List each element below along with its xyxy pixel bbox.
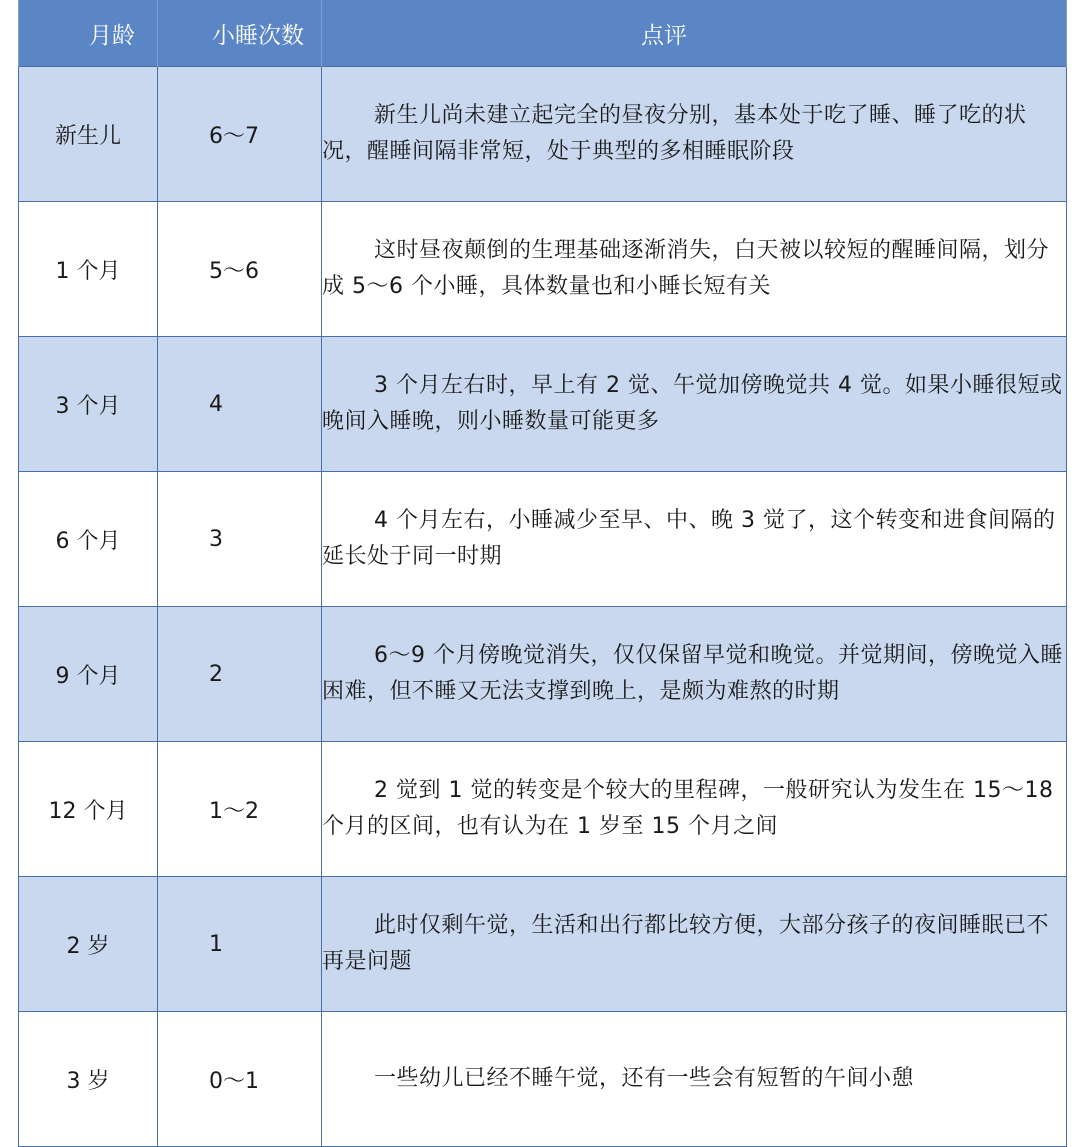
comment-cell: [322, 337, 1067, 472]
age-cell: 3 个月: [19, 337, 158, 472]
age-cell: 9 个月: [19, 607, 158, 742]
age-cell: 新生儿: [19, 67, 158, 202]
comment-cell: [322, 1012, 1067, 1147]
table-row: [19, 472, 1067, 607]
age-cell: 12 个月: [19, 742, 158, 877]
age-cell: 3 岁: [19, 1012, 158, 1147]
comment-cell: [322, 202, 1067, 337]
age-cell: 1 个月: [19, 202, 158, 337]
comment-cell: [322, 607, 1067, 742]
nap-count-cell: 1: [158, 877, 322, 1012]
header-nap-count: 小睡次数: [158, 0, 322, 67]
comment-cell: [322, 472, 1067, 607]
comment-text: 6～9 个月傍晚觉消失，仅仅保留早觉和晚觉。并觉期间，傍晚觉入睡困难，但不睡又无法支撑到晚上，是颇为难熬的时期: [322, 643, 1063, 704]
comment-text: 一些幼儿已经不睡午觉，还有一些会有短暂的午间小憩: [374, 1066, 915, 1091]
comment-cell: [322, 877, 1067, 1012]
nap-count-cell: 3: [158, 472, 322, 607]
comment-cell: [322, 742, 1067, 877]
comment-cell: [322, 67, 1067, 202]
table-row: [19, 607, 1067, 742]
table-row: [19, 202, 1067, 337]
nap-count-cell: 0～1: [158, 1012, 322, 1147]
table-row: [19, 742, 1067, 877]
table-row: [19, 337, 1067, 472]
nap-table-container: [18, 0, 1066, 1118]
comment-text: 此时仅剩午觉，生活和出行都比较方便，大部分孩子的夜间睡眠已不再是问题: [322, 913, 1050, 974]
comment-text: 新生儿尚未建立起完全的昼夜分别，基本处于吃了睡、睡了吃的状况，醒睡间隔非常短，处于典型的多相睡眠阶段: [322, 103, 1027, 164]
table-row: [19, 877, 1067, 1012]
age-cell: 2 岁: [19, 877, 158, 1012]
comment-text: 这时昼夜颠倒的生理基础逐渐消失，白天被以较短的醒睡间隔，划分成 5～6 个小睡，具体数量也和小睡长短有关: [322, 238, 1050, 299]
nap-count-cell: 1～2: [158, 742, 322, 877]
nap-count-cell: 4: [158, 337, 322, 472]
table-row: [19, 67, 1067, 202]
table-header-row: [19, 0, 1067, 67]
header-age: 月龄: [19, 0, 158, 67]
comment-text: 2 觉到 1 觉的转变是个较大的里程碑，一般研究认为发生在 15～18 个月的区间，也有认为在 1 岁至 15 个月之间: [322, 778, 1054, 839]
table-row: [19, 1012, 1067, 1147]
age-cell: 6 个月: [19, 472, 158, 607]
nap-count-table: [18, 0, 1067, 1147]
header-comment: 点评: [322, 0, 1067, 67]
nap-count-cell: 6～7: [158, 67, 322, 202]
nap-count-cell: 2: [158, 607, 322, 742]
nap-count-cell: 5～6: [158, 202, 322, 337]
comment-text: 4 个月左右，小睡减少至早、中、晚 3 觉了，这个转变和进食间隔的延长处于同一时期: [322, 508, 1056, 569]
comment-text: 3 个月左右时，早上有 2 觉、午觉加傍晚觉共 4 觉。如果小睡很短或晚间入睡晚，则小睡数量可能更多: [322, 373, 1063, 434]
